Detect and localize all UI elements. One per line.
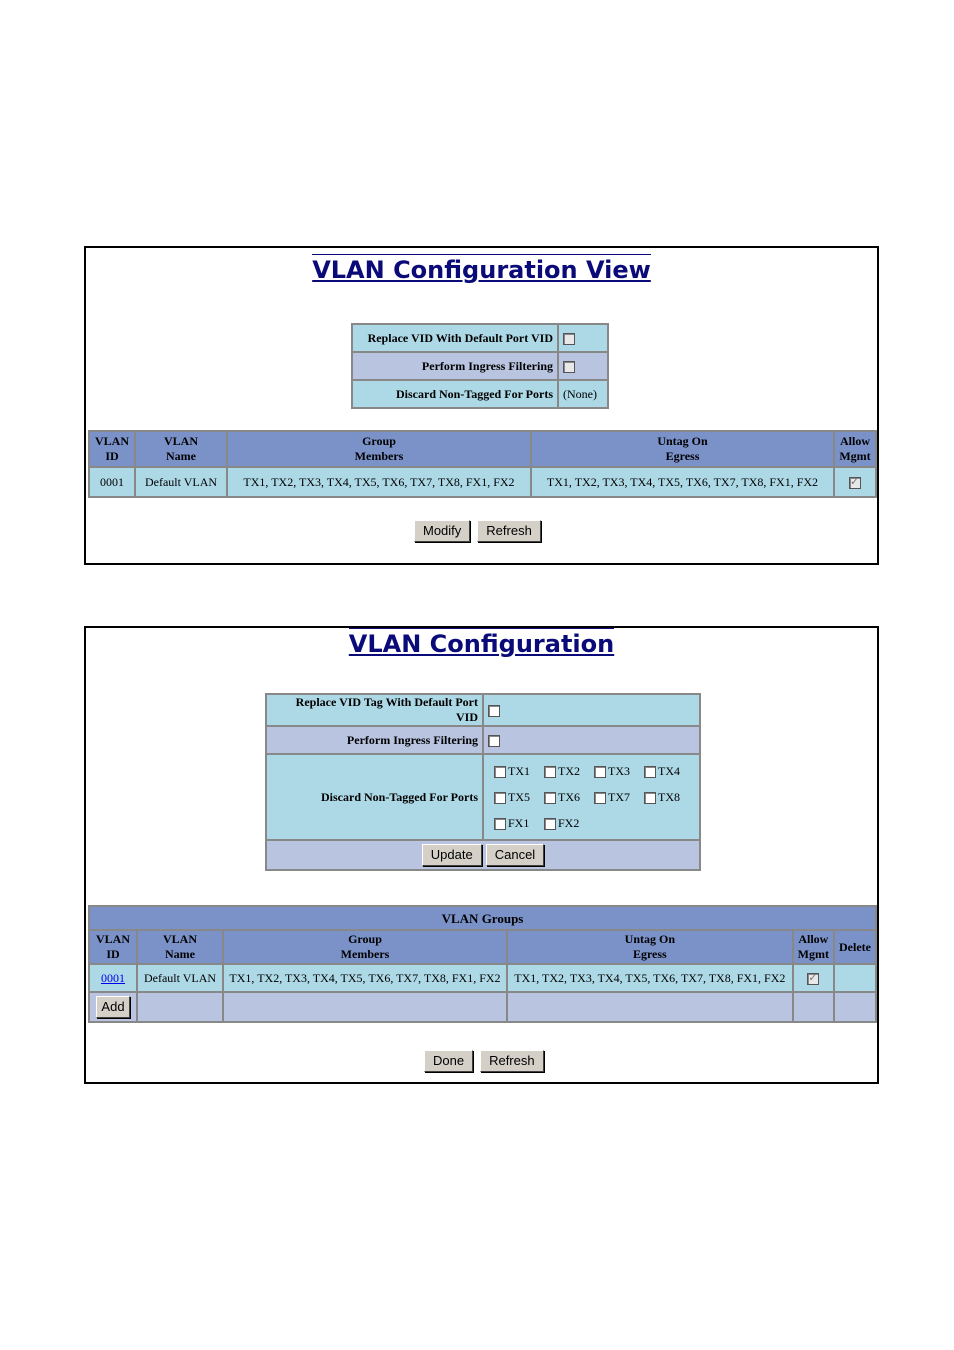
ingress-filter-label: Perform Ingress Filtering xyxy=(353,353,557,379)
add-cell xyxy=(90,993,136,1021)
col-allow-mgmt: Allow Mgmt xyxy=(835,432,875,466)
col-untag-egress: Untag On Egress xyxy=(508,931,792,963)
col-group-members: Group Members xyxy=(228,432,530,466)
ingress-filter-checkbox xyxy=(559,353,607,379)
port-tx4-checkbox[interactable]: TX4 xyxy=(644,758,694,784)
add-row xyxy=(90,993,875,1021)
config-actions xyxy=(267,841,699,869)
members-cell: TX1, TX2, TX3, TX4, TX5, TX6, TX7, TX8, FX1, FX2 xyxy=(224,965,506,991)
port-fx1-checkbox[interactable]: FX1 xyxy=(494,810,544,836)
refresh-button[interactable]: Refresh xyxy=(480,1050,544,1072)
discard-untagged-label: Discard Non-Tagged For Ports xyxy=(267,755,482,839)
col-vlan-id: VLAN ID xyxy=(90,931,136,963)
col-group-members: Group Members xyxy=(224,931,506,963)
port-tx7-checkbox[interactable]: TX7 xyxy=(594,784,644,810)
view-options-table xyxy=(351,323,609,409)
replace-vid-checkbox xyxy=(559,325,607,351)
members-cell: TX1, TX2, TX3, TX4, TX5, TX6, TX7, TX8, FX1, FX2 xyxy=(228,468,530,496)
discard-untagged-value: (None) xyxy=(559,381,607,407)
config-options-table xyxy=(265,693,701,871)
delete-cell xyxy=(835,965,875,991)
update-button[interactable]: Update xyxy=(422,844,482,866)
vlan-groups-table xyxy=(88,905,877,1023)
vlan-config-view-panel xyxy=(84,246,879,565)
vlan-id-link[interactable]: 0001 xyxy=(101,970,125,985)
table-row xyxy=(90,965,875,991)
untag-cell: TX1, TX2, TX3, TX4, TX5, TX6, TX7, TX8, FX1, FX2 xyxy=(508,965,792,991)
refresh-button[interactable]: Refresh xyxy=(477,520,541,542)
ingress-filter-label: Perform Ingress Filtering xyxy=(267,727,482,753)
vlan-groups-title: VLAN Groups xyxy=(90,907,875,929)
done-button[interactable]: Done xyxy=(424,1050,473,1072)
vlan-name-cell: Default VLAN xyxy=(136,468,226,496)
port-tx1-checkbox[interactable]: TX1 xyxy=(494,758,544,784)
port-tx5-checkbox[interactable]: TX5 xyxy=(494,784,544,810)
vlan-name-cell: Default VLAN xyxy=(138,965,222,991)
ingress-filter-checkbox[interactable] xyxy=(484,727,699,753)
add-button[interactable]: Add xyxy=(96,996,129,1018)
vlan-id-cell: 0001 xyxy=(90,468,134,496)
replace-vid-tag-checkbox[interactable] xyxy=(484,695,699,725)
col-vlan-name: VLAN Name xyxy=(138,931,222,963)
empty-cell xyxy=(794,993,833,1021)
empty-cell xyxy=(835,993,875,1021)
discard-ports-group xyxy=(484,755,699,839)
mgmt-checkbox xyxy=(794,965,833,991)
vlan-id-link-cell[interactable] xyxy=(90,965,136,991)
page-title: VLAN Configuration xyxy=(348,630,615,658)
empty-cell xyxy=(224,993,506,1021)
port-tx2-checkbox[interactable]: TX2 xyxy=(544,758,594,784)
empty-cell xyxy=(138,993,222,1021)
page-title: VLAN Configuration View xyxy=(312,256,651,284)
vlan-view-table xyxy=(88,430,877,498)
col-allow-mgmt: Allow Mgmt xyxy=(794,931,833,963)
port-tx3-checkbox[interactable]: TX3 xyxy=(594,758,644,784)
replace-vid-tag-label: Replace VID Tag With Default Port VID xyxy=(267,695,482,725)
untag-cell: TX1, TX2, TX3, TX4, TX5, TX6, TX7, TX8, FX1, FX2 xyxy=(532,468,833,496)
replace-vid-label: Replace VID With Default Port VID xyxy=(353,325,557,351)
modify-button[interactable]: Modify xyxy=(414,520,470,542)
col-vlan-id: VLAN ID xyxy=(90,432,134,466)
port-tx8-checkbox[interactable]: TX8 xyxy=(644,784,694,810)
col-vlan-name: VLAN Name xyxy=(136,432,226,466)
col-delete: Delete xyxy=(835,931,875,963)
port-fx2-checkbox[interactable]: FX2 xyxy=(544,810,594,836)
discard-untagged-label: Discard Non-Tagged For Ports xyxy=(353,381,557,407)
col-untag-egress: Untag On Egress xyxy=(532,432,833,466)
empty-cell xyxy=(508,993,792,1021)
cancel-button[interactable]: Cancel xyxy=(486,844,544,866)
mgmt-checkbox xyxy=(835,468,875,496)
table-row xyxy=(90,468,875,496)
vlan-config-panel xyxy=(84,626,879,1084)
port-tx6-checkbox[interactable]: TX6 xyxy=(544,784,594,810)
